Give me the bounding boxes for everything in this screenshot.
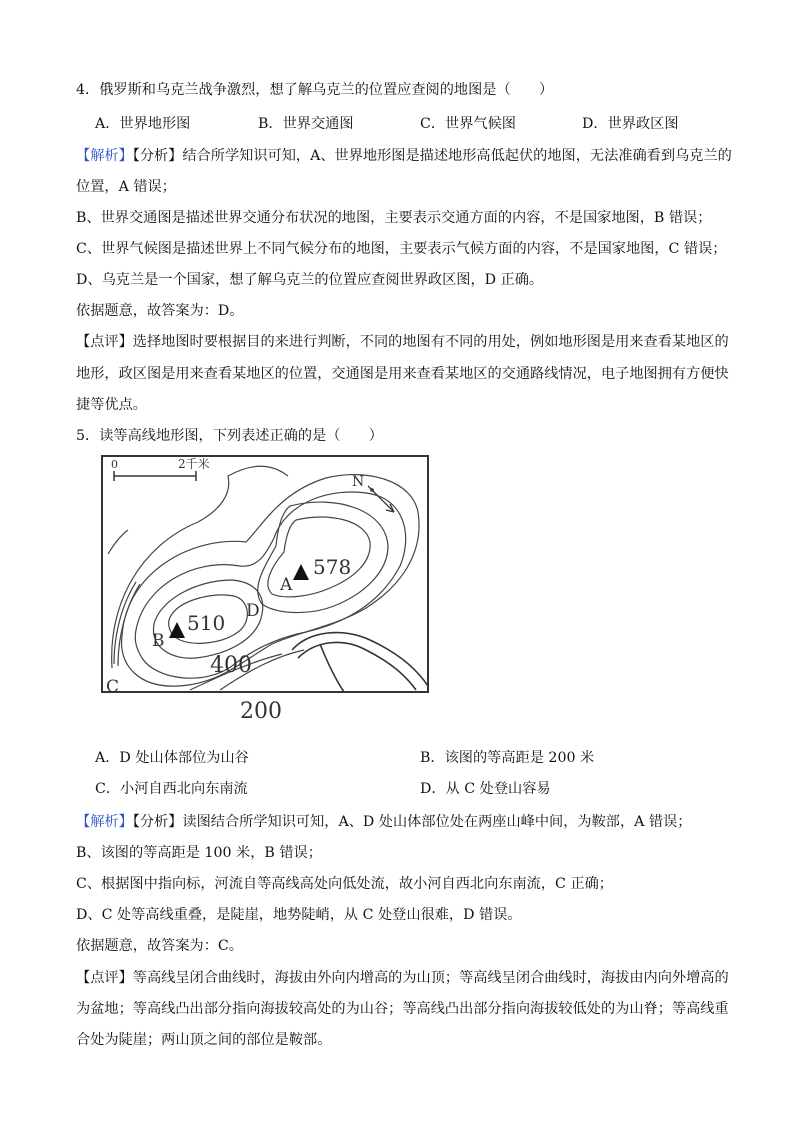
point-c-label: C bbox=[106, 677, 120, 697]
point-d-label: D bbox=[246, 601, 260, 621]
q5-analysis-tag: 【解析】 bbox=[76, 814, 133, 830]
q4-comment-line-2: 地形，政区图是用来查看某地区的位置，交通图是用来查看某地区的交通路线情况，电子地图拥有方便快 bbox=[76, 366, 729, 382]
q4-comment-line-1: 【点评】选择地图时要根据目的来进行判断，不同的地图有不同的用处，例如地形图是用来查看某地区的 bbox=[76, 334, 729, 350]
contour-label-200: 200 bbox=[240, 699, 282, 724]
scale-label: 2千米 bbox=[178, 457, 210, 471]
scale-zero: 0 bbox=[111, 458, 118, 471]
q4-option-c: C．世界气候图 bbox=[420, 116, 516, 132]
peak-a-height: 578 bbox=[313, 555, 352, 579]
q5-comment-line-1: 【点评】等高线呈闭合曲线时，海拔由外向内增高的为山顶；等高线呈闭合曲线时，海拔由内向外增高的 bbox=[76, 970, 729, 986]
peak-b-label: B bbox=[152, 631, 165, 651]
q4-option-b: B．世界交通图 bbox=[258, 116, 354, 132]
q5-analysis-line-2: B、该图的等高距是 100 米，B 错误； bbox=[76, 845, 322, 861]
q5-comment-line-2: 为盆地；等高线凸出部分指向海拔较高处的为山谷；等高线凸出部分指向海拔较低处的为山脊；等高线重 bbox=[76, 1001, 729, 1017]
contour-label-400: 400 bbox=[210, 653, 252, 678]
peak-a-label: A bbox=[280, 575, 293, 595]
q5-answer-line: 依据题意，故答案为：C。 bbox=[76, 938, 243, 954]
q5-analysis-line-4: D、C 处等高线重叠，是陡崖，地势陡峭，从 C 处登山很难，D 错误。 bbox=[76, 907, 522, 923]
q4-analysis-line-4: C、世界气候图是描述世界上不同气候分布的地图，主要表示气候方面的内容，不是国家地图，C 错误； bbox=[76, 241, 727, 257]
q4-answer-line: 依据题意，故答案为：D。 bbox=[76, 303, 244, 319]
q4-analysis-line-1: 【解析】【分析】结合所学知识可知，A、世界地形图是描述地形高低起伏的地图，无法准确看到乌克兰的 bbox=[76, 148, 732, 164]
q4-analysis-line-2: 位置，A 错误； bbox=[76, 179, 176, 195]
q4-option-a: A．世界地形图 bbox=[95, 116, 191, 132]
q5-option-b: B．该图的等高距是 200 米 bbox=[420, 750, 595, 766]
q4-comment-line-3: 捷等优点。 bbox=[76, 397, 147, 413]
q4-stem: 4．俄罗斯和乌克兰战争激烈，想了解乌克兰的位置应查阅的地图是（ ） bbox=[76, 82, 554, 98]
north-label: N bbox=[352, 474, 365, 490]
q5-analysis-line-1: 【解析】【分析】读图结合所学知识可知，A、D 处山体部位处在两座山峰中间，为鞍部，A 错误； bbox=[76, 814, 692, 830]
q4-analysis-tag: 【解析】 bbox=[76, 148, 133, 164]
q5-stem: 5．读等高线地形图，下列表述正确的是（ ） bbox=[76, 428, 383, 444]
q4-analysis-line-3: B、世界交通图是描述世界交通分布状况的地图，主要表示交通方面的内容，不是国家地图，B 错误； bbox=[76, 210, 712, 226]
contour-map bbox=[100, 454, 436, 732]
q4-option-d: D．世界政区图 bbox=[582, 116, 679, 132]
q5-comment-line-3: 合处为陡崖；两山顶之间的部位是鞍部。 bbox=[76, 1032, 332, 1048]
peak-b-height: 510 bbox=[187, 611, 226, 635]
q5-option-c: C．小河自西北向东南流 bbox=[95, 781, 248, 797]
q5-option-d: D．从 C 处登山容易 bbox=[420, 781, 551, 797]
q4-analysis-line-5: D、乌克兰是一个国家，想了解乌克兰的位置应查阅世界政区图，D 正确。 bbox=[76, 272, 544, 288]
q5-option-a: A．D 处山体部位为山谷 bbox=[95, 750, 249, 766]
q5-analysis-line-3: C、根据图中指向标，河流自等高线高处向低处流，故小河自西北向东南流，C 正确； bbox=[76, 876, 613, 892]
